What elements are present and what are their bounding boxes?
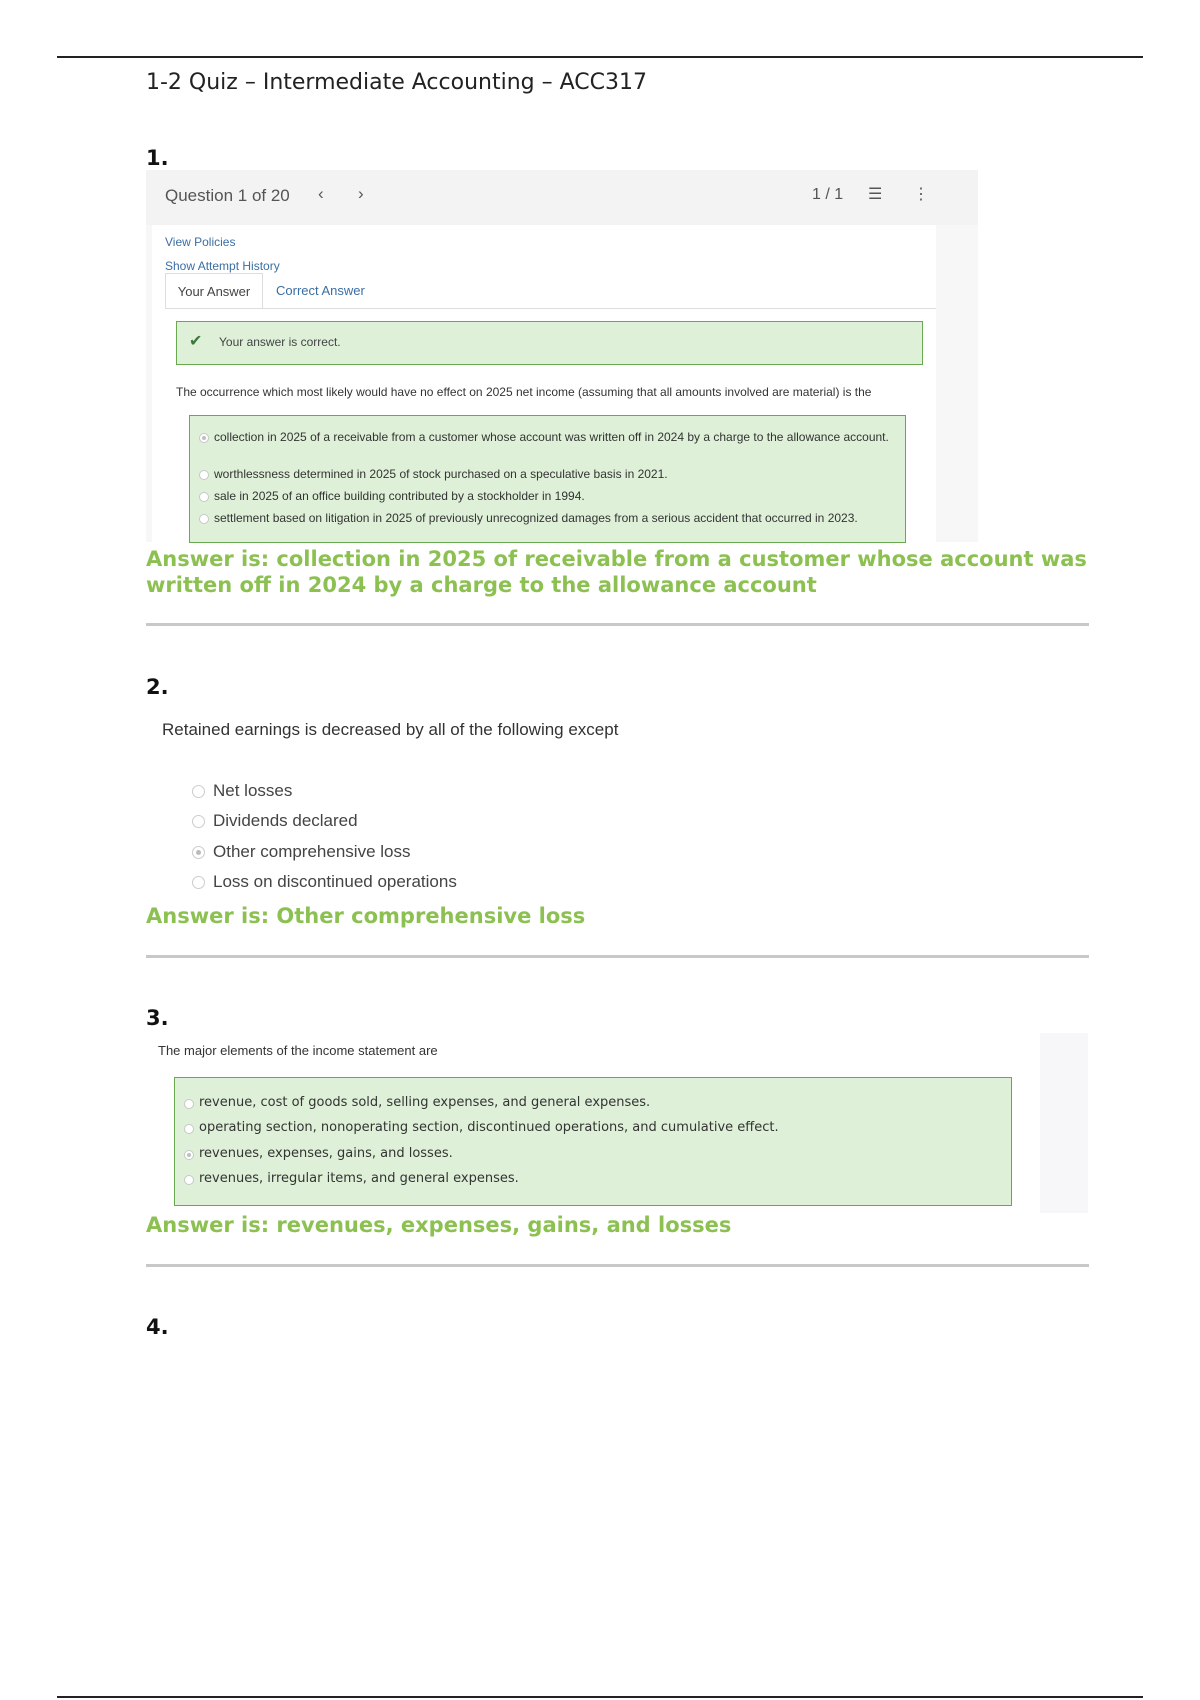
- option-label: worthlessness determined in 2025 of stock purchased on a speculative basis in 2021.: [214, 467, 668, 481]
- question-header-bar: [146, 170, 978, 225]
- document-title: 1-2 Quiz – Intermediate Accounting – ACC317: [146, 70, 647, 95]
- section-divider: [146, 1264, 1089, 1267]
- option-item[interactable]: [184, 1146, 984, 1162]
- radio-icon[interactable]: [199, 514, 209, 524]
- question-stem: The major elements of the income statement are: [158, 1043, 438, 1058]
- options-box: [189, 415, 906, 543]
- radio-icon[interactable]: [192, 785, 205, 798]
- options-box: [174, 1077, 1012, 1206]
- tab-divider: [165, 308, 936, 309]
- correct-banner: [176, 321, 923, 365]
- section-divider: [146, 955, 1089, 958]
- option-label: operating section, nonoperating section, discontinued operations, and cumulative effect.: [199, 1120, 779, 1135]
- option-label: revenues, expenses, gains, and losses.: [199, 1146, 453, 1161]
- option-item[interactable]: [199, 510, 889, 526]
- option-label: settlement based on litigation in 2025 of previously unrecognized damages from a serious accident that occurred in 2023.: [214, 511, 858, 525]
- answer-text: Answer is: revenues, expenses, gains, and losses: [146, 1213, 732, 1237]
- option-label: revenue, cost of goods sold, selling expenses, and general expenses.: [199, 1095, 651, 1110]
- option-item[interactable]: [199, 429, 889, 445]
- tab-correct-answer[interactable]: Correct Answer: [276, 283, 365, 298]
- radio-icon[interactable]: [199, 492, 209, 502]
- attempt-pager: 1 / 1: [812, 186, 844, 203]
- question-number: 1.: [146, 146, 169, 170]
- side-panel: [1040, 1033, 1088, 1213]
- radio-icon[interactable]: [192, 876, 205, 889]
- question-number: 3.: [146, 1006, 169, 1030]
- option-item[interactable]: [184, 1120, 984, 1136]
- view-policies-link[interactable]: View Policies: [165, 235, 236, 249]
- radio-icon[interactable]: [184, 1124, 194, 1134]
- question-number: 2.: [146, 675, 169, 699]
- option-item[interactable]: [199, 488, 889, 504]
- option-item[interactable]: [184, 1095, 984, 1111]
- radio-icon[interactable]: [199, 470, 209, 480]
- top-rule: [57, 56, 1143, 58]
- answer-text: Answer is: Other comprehensive loss: [146, 904, 586, 928]
- tab-your-answer[interactable]: Your Answer: [165, 273, 263, 309]
- option-item[interactable]: [184, 1171, 984, 1187]
- correct-status-text: Your answer is correct.: [219, 335, 341, 349]
- option-item[interactable]: [192, 811, 358, 831]
- radio-icon[interactable]: [184, 1175, 194, 1185]
- option-label: Dividends declared: [213, 811, 358, 830]
- option-label: Loss on discontinued operations: [213, 872, 457, 891]
- checkmark-icon: ✔: [189, 333, 203, 350]
- bottom-rule: [57, 1696, 1143, 1698]
- question-number: 4.: [146, 1315, 169, 1339]
- option-item[interactable]: [192, 781, 292, 801]
- option-item[interactable]: [192, 842, 410, 862]
- section-divider: [146, 623, 1089, 626]
- option-label: Other comprehensive loss: [213, 842, 411, 861]
- more-options-icon[interactable]: ⋮: [913, 186, 929, 203]
- list-icon[interactable]: ☰: [868, 186, 883, 203]
- option-label: collection in 2025 of a receivable from a customer whose account was written off in 2024 by a charge to the allowance account.: [214, 430, 889, 444]
- show-attempt-history-link[interactable]: Show Attempt History: [165, 259, 280, 273]
- question-stem: Retained earnings is decreased by all of the following except: [162, 720, 619, 739]
- radio-icon[interactable]: [192, 815, 205, 828]
- option-item[interactable]: [192, 872, 457, 892]
- question-counter: Question 1 of 20: [165, 186, 290, 205]
- radio-icon[interactable]: [184, 1099, 194, 1109]
- radio-selected-icon[interactable]: [184, 1150, 194, 1160]
- next-question-icon[interactable]: ›: [358, 184, 364, 203]
- radio-selected-icon[interactable]: [192, 846, 205, 859]
- question-stem: The occurrence which most likely would have no effect on 2025 net income (assuming that all amounts involved are material) is the: [176, 385, 872, 399]
- option-item[interactable]: [199, 466, 889, 482]
- previous-question-icon[interactable]: ‹: [318, 184, 324, 203]
- answer-text: Answer is: collection in 2025 of receivable from a customer whose account was written off in 2024 by a charge to the allowance account: [146, 547, 1087, 597]
- option-label: sale in 2025 of an office building contributed by a stockholder in 1994.: [214, 489, 585, 503]
- option-label: Net losses: [213, 781, 293, 800]
- question-panel: [152, 225, 936, 542]
- radio-selected-icon[interactable]: [199, 433, 209, 443]
- option-label: revenues, irregular items, and general expenses.: [199, 1171, 519, 1186]
- question-screenshot: [146, 170, 978, 542]
